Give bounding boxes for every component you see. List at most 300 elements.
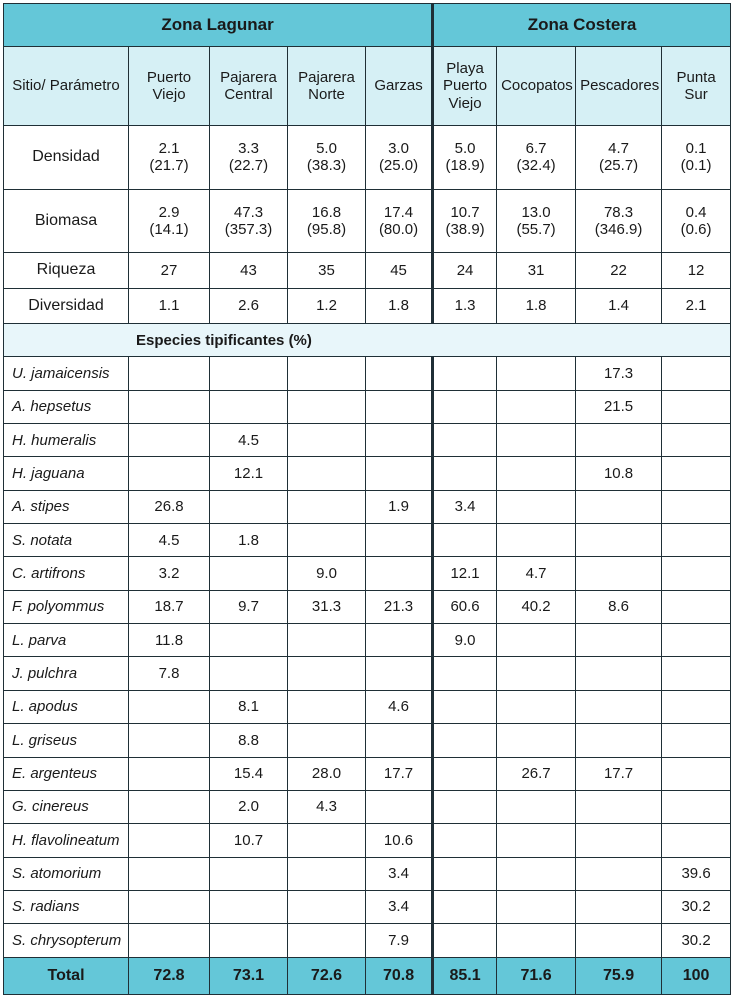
species-value: 39.6 [662,857,731,890]
site-header-line: Puerto [442,77,488,95]
species-value [497,924,576,957]
param-value: 45 [390,261,407,279]
site-header-line: Punta [676,68,716,86]
param-value: 4.7 [608,140,629,158]
param-value: 0.1 [685,140,707,158]
species-value [288,724,366,757]
species-name: G. cinereus [4,790,129,823]
param-value-cell [576,126,662,190]
species-value: 3.4 [433,490,497,523]
species-value: 9.7 [210,590,288,623]
species-value: 3.2 [129,557,210,590]
species-value [497,624,576,657]
site-header [497,47,576,126]
species-value [366,357,433,390]
species-value [129,890,210,923]
species-value: 10.6 [366,824,433,857]
species-value [662,424,731,457]
param-value-cell [497,189,576,253]
species-value [288,857,366,890]
param-value: (22.7) [228,157,269,175]
param-value: 6.7 [525,140,547,158]
param-value: 17.4 [383,203,414,221]
species-value [497,357,576,390]
species-value [288,457,366,490]
species-value: 40.2 [497,590,576,623]
species-value [662,624,731,657]
param-row [4,253,731,288]
param-value: (95.8) [306,220,347,238]
species-value [288,424,366,457]
species-value [288,490,366,523]
species-value [497,890,576,923]
species-value: 4.5 [129,524,210,557]
param-value: 5.0 [316,140,337,158]
species-value [497,457,576,490]
param-value-cell [576,253,662,288]
param-value: 27 [160,261,178,279]
species-row [4,490,731,523]
param-value: 31 [527,261,545,279]
species-value: 7.8 [129,657,210,690]
param-value: 2.1 [685,297,707,315]
species-row [4,524,731,557]
site-header-line: Viejo [152,86,186,103]
species-value: 12.1 [210,457,288,490]
species-value: 26.8 [129,490,210,523]
species-value [662,724,731,757]
species-value [576,724,662,757]
species-value [576,857,662,890]
total-value: 100 [662,957,731,994]
section-title: Especies tipificantes (%) [4,324,731,357]
species-value: 3.4 [366,857,433,890]
species-value [576,924,662,957]
species-value [366,790,433,823]
param-value-cell [662,189,731,253]
species-value [576,624,662,657]
site-header-line: Pescadores [580,77,660,95]
species-value [662,457,731,490]
species-value: 17.3 [576,357,662,390]
param-value-cell [433,288,497,323]
site-header-line: Playa [446,60,484,78]
param-value-cell [210,253,288,288]
param-value-cell [497,288,576,323]
param-value-cell [288,189,366,253]
species-value [433,824,497,857]
param-value: 35 [318,261,335,279]
species-row [4,757,731,790]
param-value: 43 [240,261,257,279]
param-value: 47.3 [233,203,264,221]
species-value [129,357,210,390]
species-value [662,790,731,823]
species-value [662,390,731,423]
param-value: 1.2 [316,297,337,315]
species-name: H. flavolineatum [4,824,129,857]
species-value [497,490,576,523]
param-row [4,288,731,323]
param-value: (25.7) [598,157,639,175]
species-value: 26.7 [497,757,576,790]
species-value [576,657,662,690]
species-value: 15.4 [210,757,288,790]
species-row [4,824,731,857]
species-name: S. atomorium [4,857,129,890]
zone-costera-header: Zona Costera [433,4,731,47]
species-value [433,790,497,823]
species-row [4,557,731,590]
param-value: (38.3) [306,157,347,175]
species-value [433,390,497,423]
species-value: 4.7 [497,557,576,590]
param-value-cell [662,126,731,190]
param-value: 1.8 [388,297,409,315]
param-value: 3.0 [388,140,409,158]
species-value: 9.0 [433,624,497,657]
species-value: 10.8 [576,457,662,490]
param-value: 78.3 [603,203,634,221]
species-value: 2.0 [210,790,288,823]
site-header-line: Central [224,86,273,103]
param-value: 5.0 [454,140,476,158]
species-row [4,657,731,690]
species-row [4,590,731,623]
species-value [288,824,366,857]
species-value [433,524,497,557]
species-value [576,790,662,823]
total-value: 72.8 [129,957,210,994]
species-value [210,390,288,423]
species-value [129,824,210,857]
species-name: S. radians [4,890,129,923]
param-value-cell [576,189,662,253]
param-value-cell [366,253,433,288]
param-value: (80.0) [378,220,419,238]
data-table [3,3,731,995]
species-value [288,890,366,923]
param-value-cell [288,288,366,323]
species-value [129,790,210,823]
zone-lagunar-header: Zona Lagunar [4,4,433,47]
species-value: 7.9 [366,924,433,957]
species-value: 8.6 [576,590,662,623]
param-value: (21.7) [149,157,189,175]
species-value [576,557,662,590]
species-name: C. artifrons [4,557,129,590]
species-value [662,490,731,523]
species-value [662,590,731,623]
species-value [433,657,497,690]
param-value: 2.1 [158,140,180,158]
species-value [210,924,288,957]
species-value [129,424,210,457]
species-value: 1.8 [210,524,288,557]
species-value [129,857,210,890]
param-value: 12 [687,261,705,279]
species-name: H. humeralis [4,424,129,457]
param-row [4,126,731,190]
param-value: 2.9 [158,203,180,221]
site-header-line: Viejo [448,94,482,112]
species-value [576,690,662,723]
param-value: (0.6) [680,220,712,238]
param-value: 13.0 [521,203,551,221]
site-header-line: Pajarera [298,68,355,86]
param-value: 1.3 [454,297,476,315]
site-header [366,47,433,126]
species-value [576,490,662,523]
param-value-cell [433,253,497,288]
param-header: Sitio/ Parámetro [4,47,129,126]
species-value [662,524,731,557]
species-value: 4.6 [366,690,433,723]
species-value [497,524,576,557]
species-value [497,424,576,457]
param-value-cell [210,189,288,253]
species-value: 28.0 [288,757,366,790]
species-value [366,424,433,457]
species-value [210,657,288,690]
site-header-line: Sur [684,86,708,103]
param-value-cell [210,126,288,190]
param-value: (357.3) [224,220,273,238]
param-value-cell [366,126,433,190]
param-value: 3.3 [238,140,259,158]
species-value [366,524,433,557]
species-value [366,657,433,690]
species-name: L. parva [4,624,129,657]
species-value [433,857,497,890]
species-value [129,390,210,423]
species-value [433,690,497,723]
param-label: Diversidad [4,288,129,323]
species-value [433,357,497,390]
species-name: H. jaguana [4,457,129,490]
species-name: A. stipes [4,490,129,523]
param-value-cell [366,288,433,323]
species-row [4,390,731,423]
species-value: 1.9 [366,490,433,523]
param-value-cell [129,288,210,323]
total-value: 71.6 [497,957,576,994]
species-value: 30.2 [662,924,731,957]
species-value [497,790,576,823]
species-value [433,457,497,490]
species-value [497,724,576,757]
species-value [576,890,662,923]
species-name: S. notata [4,524,129,557]
site-header [576,47,662,126]
species-value: 9.0 [288,557,366,590]
species-value: 8.1 [210,690,288,723]
species-value [288,524,366,557]
species-value: 4.5 [210,424,288,457]
param-value: 1.8 [525,297,547,315]
species-value [662,557,731,590]
species-row [4,424,731,457]
species-value [129,757,210,790]
param-value-cell [497,253,576,288]
species-value [366,724,433,757]
param-label: Densidad [4,126,129,190]
species-value: 12.1 [433,557,497,590]
species-value [210,857,288,890]
species-value [210,557,288,590]
species-value: 60.6 [433,590,497,623]
species-name: U. jamaicensis [4,357,129,390]
species-value [366,624,433,657]
species-value [497,857,576,890]
species-value: 30.2 [662,890,731,923]
param-value: (18.9) [445,157,485,175]
species-value [433,757,497,790]
param-value: (55.7) [516,220,556,238]
species-value [497,690,576,723]
species-value [433,890,497,923]
species-value [210,624,288,657]
total-value: 75.9 [576,957,662,994]
species-value [576,824,662,857]
param-value: 10.7 [450,203,480,221]
param-label: Riqueza [4,253,129,288]
species-name: S. chrysopterum [4,924,129,957]
species-value [129,724,210,757]
site-header-line: Cocopatos [501,77,573,95]
species-value: 8.8 [210,724,288,757]
total-label: Total [4,957,129,994]
species-value: 18.7 [129,590,210,623]
species-value [129,457,210,490]
species-value: 17.7 [576,757,662,790]
species-value [497,824,576,857]
param-value-cell [129,126,210,190]
species-name: L. griseus [4,724,129,757]
total-value: 70.8 [366,957,433,994]
species-row [4,890,731,923]
site-header [288,47,366,126]
param-value-cell [576,288,662,323]
site-header [433,47,497,126]
species-value: 21.3 [366,590,433,623]
param-value-cell [497,126,576,190]
species-value [210,490,288,523]
species-name: J. pulchra [4,657,129,690]
param-value: 16.8 [311,203,342,221]
param-value-cell [129,253,210,288]
species-value [288,390,366,423]
species-name: A. hepsetus [4,390,129,423]
species-name: F. polyommus [4,590,129,623]
species-row [4,924,731,957]
species-name: L. apodus [4,690,129,723]
species-value [662,357,731,390]
species-value: 21.5 [576,390,662,423]
species-value [210,357,288,390]
total-value: 73.1 [210,957,288,994]
species-value [662,757,731,790]
param-value: 22 [610,261,627,279]
species-value [497,657,576,690]
species-value: 11.8 [129,624,210,657]
param-value-cell [366,189,433,253]
param-value: 0.4 [685,203,707,221]
species-value [288,657,366,690]
species-value [288,357,366,390]
species-value [662,824,731,857]
species-row [4,457,731,490]
total-value: 85.1 [433,957,497,994]
species-value [433,424,497,457]
param-value: (32.4) [516,157,556,175]
total-row [4,957,731,994]
species-row [4,790,731,823]
param-value-cell [433,189,497,253]
species-row [4,357,731,390]
param-value-cell [433,126,497,190]
param-value-cell [210,288,288,323]
param-value: (38.9) [445,220,485,238]
species-value [366,390,433,423]
param-value-cell [662,253,731,288]
species-value: 17.7 [366,757,433,790]
species-value [576,524,662,557]
site-header [662,47,731,126]
param-value-cell [288,126,366,190]
species-value [433,924,497,957]
site-header [210,47,288,126]
param-value: 1.1 [158,297,180,315]
species-value [288,924,366,957]
species-row [4,724,731,757]
species-value [662,690,731,723]
param-value: (346.9) [594,220,643,238]
species-value [210,890,288,923]
site-header [129,47,210,126]
species-value: 3.4 [366,890,433,923]
species-value [366,457,433,490]
species-row [4,624,731,657]
site-header-line: Garzas [374,77,423,95]
species-value: 10.7 [210,824,288,857]
species-value [433,724,497,757]
species-value [662,657,731,690]
species-value [576,424,662,457]
param-value-cell [129,189,210,253]
param-value-cell [288,253,366,288]
species-value: 4.3 [288,790,366,823]
param-value: (14.1) [149,220,189,238]
total-value: 72.6 [288,957,366,994]
site-header-line: Norte [308,86,345,103]
species-value: 31.3 [288,590,366,623]
site-header-line: Pajarera [220,68,277,86]
species-name: E. argenteus [4,757,129,790]
param-value: 24 [456,261,474,279]
species-value [129,924,210,957]
param-row [4,189,731,253]
site-header-line: Puerto [146,68,192,86]
species-value [288,690,366,723]
param-value: 2.6 [238,297,259,315]
species-value [129,690,210,723]
param-value-cell [662,288,731,323]
param-value: (0.1) [680,157,712,175]
species-value [366,557,433,590]
param-value: 1.4 [608,297,629,315]
species-value [288,624,366,657]
